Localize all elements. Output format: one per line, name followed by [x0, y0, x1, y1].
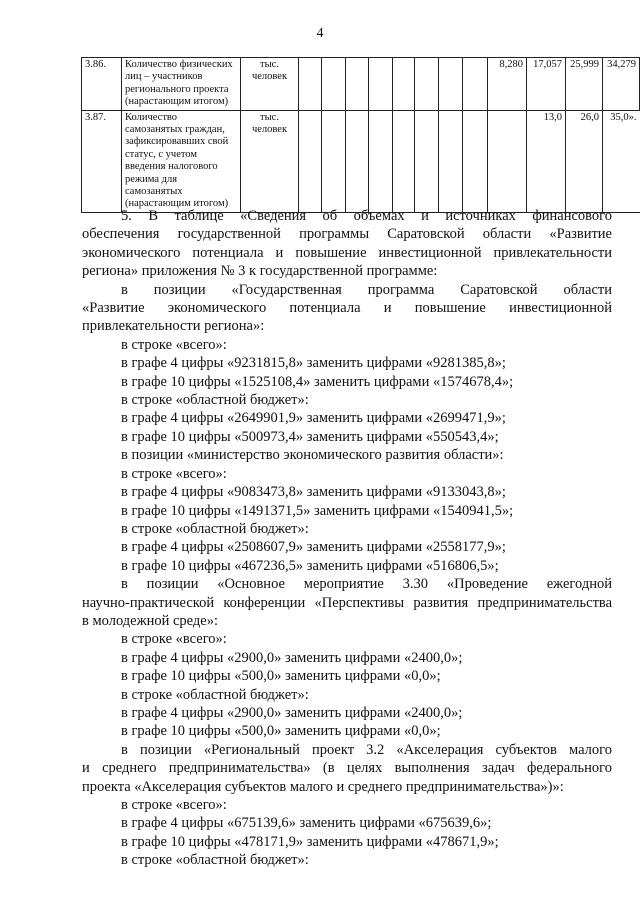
- paragraph-line: в графе 10 цифры «1525108,4» заменить цифрами «1574678,4»;: [121, 373, 514, 390]
- paragraph-line: в графе 10 цифры «478171,9» заменить цифрами «478671,9»;: [121, 833, 499, 850]
- paragraph-line: в графе 4 цифры «2900,0» заменить цифрами «2400,0»;: [121, 704, 463, 721]
- value-cell: [439, 110, 463, 212]
- paragraph-line: региона» приложения № 3 к государственной программе:: [82, 263, 438, 280]
- indicator-name: Количество физических лиц – участников регионального проекта (нарастающим итогом): [122, 58, 241, 111]
- indicators-table: [81, 57, 640, 213]
- paragraph-line: обеспечения государственной программы Саратовской области «Развитие: [82, 226, 612, 243]
- unit-cell: тыс. человек: [241, 58, 299, 111]
- paragraph-line: в строке «всего»:: [121, 631, 227, 648]
- paragraph-line: в строке «всего»:: [121, 465, 227, 482]
- value-cell: 26,0: [566, 110, 603, 212]
- table-row: [82, 110, 640, 212]
- paragraph-line: привлекательности региона»:: [82, 318, 265, 335]
- unit-cell: тыс. человек: [241, 110, 299, 212]
- paragraph-line: в строке «областной бюджет»:: [121, 520, 309, 537]
- value-cell: [322, 58, 346, 111]
- row-number: 3.87.: [82, 110, 122, 212]
- value-cell: [299, 58, 322, 111]
- paragraph-line: экономического потенциала и повышение инвестиционной привлекательности: [82, 244, 612, 261]
- paragraph-line: проекта «Акселерация субъектов малого и среднего предпринимательства»)»:: [82, 778, 564, 795]
- value-cell: [369, 110, 393, 212]
- value-cell: [346, 58, 369, 111]
- paragraph-line: в позиции «министерство экономического развития области»:: [121, 447, 504, 464]
- value-cell: 35,0».: [603, 110, 640, 212]
- value-cell: 8,280: [488, 58, 527, 111]
- value-cell: [393, 58, 415, 111]
- paragraph-line: в молодежной среде»:: [82, 612, 219, 629]
- paragraph-line: в графе 4 цифры «675139,6» заменить цифрами «675639,6»;: [121, 815, 492, 832]
- paragraph-line: в графе 4 цифры «2900,0» заменить цифрами «2400,0»;: [121, 649, 463, 666]
- paragraph-line: в графе 10 цифры «467236,5» заменить цифрами «516806,5»;: [121, 557, 499, 574]
- page-number: 4: [316, 26, 324, 41]
- paragraph-line: в позиции «Государственная программа Саратовской области: [121, 281, 612, 298]
- paragraph-line: в графе 4 цифры «9083473,8» заменить цифрами «9133043,8»;: [121, 484, 506, 501]
- value-cell: [415, 58, 439, 111]
- paragraph-line: в строке «областной бюджет»:: [121, 392, 309, 409]
- indicator-name: Количество самозанятых граждан, зафиксировавших свой статус, с учетом введения налогового режима для самозанятых (нарастающим итогом): [122, 110, 241, 212]
- paragraph-line: в графе 10 цифры «500973,4» заменить цифрами «550543,4»;: [121, 428, 499, 445]
- paragraph-line: и среднего предпринимательства» (в целях выполнения задач федерального: [82, 760, 612, 777]
- value-cell: [463, 58, 488, 111]
- value-cell: 34,279: [603, 58, 640, 111]
- row-number: 3.86.: [82, 58, 122, 111]
- amendment-text: [82, 207, 612, 870]
- paragraph-line: «Развитие экономического потенциала и повышение инвестиционной: [82, 300, 612, 317]
- paragraph-line: в графе 4 цифры «2508607,9» заменить цифрами «2558177,9»;: [121, 539, 506, 556]
- value-cell: [369, 58, 393, 111]
- paragraph-line: в позиции «Региональный проект 3.2 «Акселерация субъектов малого: [121, 741, 612, 758]
- value-cell: [322, 110, 346, 212]
- paragraph-line: в строке «областной бюджет»:: [121, 686, 309, 703]
- value-cell: [415, 110, 439, 212]
- paragraph-line: научно-практической конференции «Перспективы развития предпринимательства: [82, 594, 612, 611]
- paragraph-line: в строке «областной бюджет»:: [121, 852, 309, 869]
- paragraph-line: в графе 4 цифры «2649901,9» заменить цифрами «2699471,9»;: [121, 410, 506, 427]
- table-row: [82, 58, 640, 111]
- value-cell: [393, 110, 415, 212]
- value-cell: [346, 110, 369, 212]
- value-cell: [488, 110, 527, 212]
- paragraph-line: в графе 10 цифры «500,0» заменить цифрами «0,0»;: [121, 668, 441, 685]
- value-cell: 13,0: [527, 110, 566, 212]
- paragraph-line: в строке «всего»:: [121, 797, 227, 813]
- value-cell: [463, 110, 488, 212]
- value-cell: [439, 58, 463, 111]
- paragraph-line: в позиции «Основное мероприятие 3.30 «Проведение ежегодной: [121, 576, 612, 593]
- paragraph-line: в строке «всего»:: [121, 336, 227, 353]
- paragraph-line: 5. В таблице «Сведения об объемах и источниках финансового: [121, 208, 612, 224]
- paragraph-line: в графе 10 цифры «500,0» заменить цифрами «0,0»;: [121, 723, 441, 740]
- value-cell: [299, 110, 322, 212]
- value-cell: 25,999: [566, 58, 603, 111]
- value-cell: 17,057: [527, 58, 566, 111]
- paragraph-line: в графе 4 цифры «9231815,8» заменить цифрами «9281385,8»;: [121, 355, 506, 372]
- paragraph-line: в графе 10 цифры «1491371,5» заменить цифрами «1540941,5»;: [121, 502, 514, 519]
